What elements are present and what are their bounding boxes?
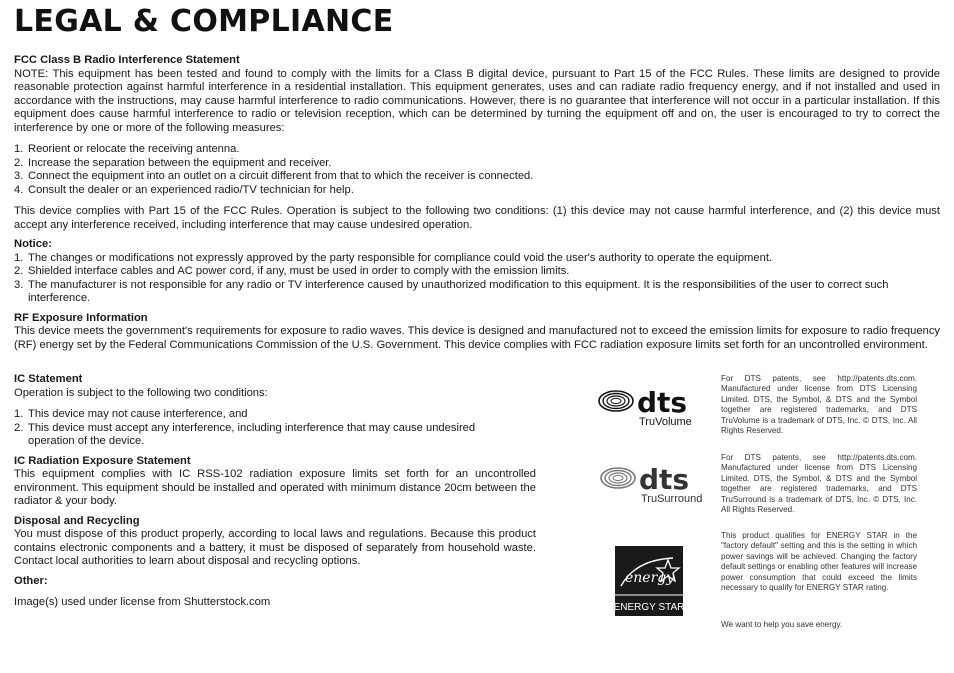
fcc-heading: FCC Class B Radio Interference Statement (14, 54, 240, 66)
list-text: This device must accept any interference, including interference that may cause undesired operation of the device. (28, 421, 476, 447)
list-item (14, 170, 940, 184)
fcc-compliance: This device complies with Part 15 of the FCC Rules. Operation is subject to the following two conditions: (1) this device may not cause harmful interference, and (2) this device must accept any interference received, including interference that may cause undesired operation. (14, 205, 940, 231)
list-number: 3. (14, 170, 24, 182)
other-body: Image(s) used under license from Shutterstock.com (14, 596, 271, 608)
energy-star-label: ENERGY STAR (615, 602, 683, 613)
rf-body: This device meets the government's requirements for exposure to radio waves. This device is designed and manufactured not to exceed the emission limits for exposure to radio frequency (RF) energy set by the Federal Communications Commission of the U.S. Government. This device complies with FCC radiation exposure limits set forth for an uncontrolled environment. (14, 325, 941, 351)
dts-symbol-icon (597, 386, 701, 428)
notice-heading: Notice: (14, 238, 52, 250)
list-item (14, 265, 940, 279)
ic-heading: IC Statement (14, 373, 83, 385)
ic-intro: Operation is subject to the following two conditions: (14, 386, 268, 399)
list-item (14, 408, 524, 422)
list-text: The changes or modifications not expressly approved by the party responsible for compliance could void the user's authority to operate the equipment. (28, 251, 773, 264)
list-number: 1. (14, 143, 24, 155)
dts-brand-text: dts (637, 386, 688, 419)
list-number: 1. (14, 251, 24, 264)
list-item (14, 252, 940, 266)
dts-trusurround-logo (599, 463, 703, 505)
energy-star-icon (615, 546, 683, 616)
list-item (14, 422, 524, 449)
dts-brand-text: dts (639, 463, 690, 496)
list-text: Connect the equipment into an outlet on a circuit different from that to which the receiver is connected. (28, 170, 534, 182)
disposal-body: You must dispose of this product properly, according to local laws and regulations. Because this product contains electronic components and a battery, it must be disposed of separately from household waste. Contact local authorities to learn about disposal and recycling options. (14, 528, 536, 567)
dts-product-text: TruVolume (639, 416, 692, 428)
energy-star-logo (615, 546, 683, 616)
list-text: This device may not cause interference, and (28, 408, 248, 420)
list-number: 1. (14, 408, 24, 420)
fcc-section (14, 54, 940, 352)
dts-truvolume-notice: For DTS patents, see http://patents.dts.com. Manufactured under license from DTS Licensing Limited. DTS, the Symbol, & DTS and the Symbol together are registered trademarks, and DTS TruVolume is a trademark of DTS, Inc. © DTS, Inc. All Rights Reserved. (721, 374, 917, 436)
list-number: 2. (14, 156, 24, 169)
other-heading: Other: (14, 574, 48, 587)
list-item (14, 157, 940, 171)
rf-heading: RF Exposure Information (14, 311, 148, 324)
dts-truvolume-logo (597, 386, 701, 428)
list-number: 2. (14, 421, 24, 434)
dts-symbol-icon (599, 463, 703, 505)
ic-radiation-body: This equipment complies with IC RSS-102 radiation exposure limits set forth for an uncontrolled environment. This equipment should be installed and operated with minimum distance 20cm between the radiator & your body. (14, 468, 536, 507)
list-text: The manufacturer is not responsible for any radio or TV interference caused by unauthorized modification to this equipment. It is the responsibilities of the user to correct such interference. (28, 278, 889, 304)
fcc-body: NOTE: This equipment has been tested and found to comply with the limits for a Class B digital device, pursuant to Part 15 of the FCC Rules. These limits are designed to provide reasonable protection against harmful interference in a residential installation. This equipment generates, uses and can radiate radio frequency energy, and if not installed and used in accordance with the instructions, may cause harmful interference to radio communications. However, there is no guarantee that interference will not occur in a particular installation. If this equipment does cause harmful interference to radio or television reception, which can be determined by turning the equipment off and on, the user is encouraged to try to correct the interference by one or more of the following measures: (14, 67, 940, 134)
list-item (14, 143, 940, 157)
ic-list (14, 408, 524, 449)
energy-star-footer: We want to help you save energy. (721, 620, 843, 629)
list-item (14, 184, 940, 198)
disposal-heading: Disposal and Recycling (14, 514, 140, 527)
notice-list (14, 252, 940, 306)
list-number: 4. (14, 183, 24, 196)
ic-radiation-heading: IC Radiation Exposure Statement (14, 454, 191, 467)
list-text: Increase the separation between the equipment and receiver. (28, 156, 332, 169)
dts-product-text: TruSurround (641, 493, 703, 505)
page-title: LEGAL & COMPLIANCE (14, 4, 394, 39)
energy-star-notice: This product qualifies for ENERGY STAR in the "factory default" setting and this is the setting in which power savings will be achieved. Changing the factory default settings or enabling other features will increase power consumption that could exceed the limits necessary to qualify for ENERGY STAR rating. (721, 531, 917, 593)
fcc-measures-list (14, 143, 940, 197)
list-number: 3. (14, 278, 24, 291)
list-number: 2. (14, 265, 24, 277)
list-text: Shielded interface cables and AC power cord, if any, must be used in order to comply with the emission limits. (28, 265, 570, 277)
list-text: Consult the dealer or an experienced radio/TV technician for help. (28, 183, 354, 196)
dts-trusurround-notice: For DTS patents, see http://patents.dts.com. Manufactured under license from DTS Licensing Limited. DTS, the Symbol, & DTS and the Symbol together are registered trademarks, and DTS TruSurround is a trademark of DTS, Inc. © DTS, Inc. All Rights Reserved. (721, 453, 917, 515)
energy-script-text: energy (625, 570, 675, 586)
list-item (14, 279, 940, 306)
list-text: Reorient or relocate the receiving antenna. (28, 143, 240, 155)
left-column (14, 373, 536, 610)
